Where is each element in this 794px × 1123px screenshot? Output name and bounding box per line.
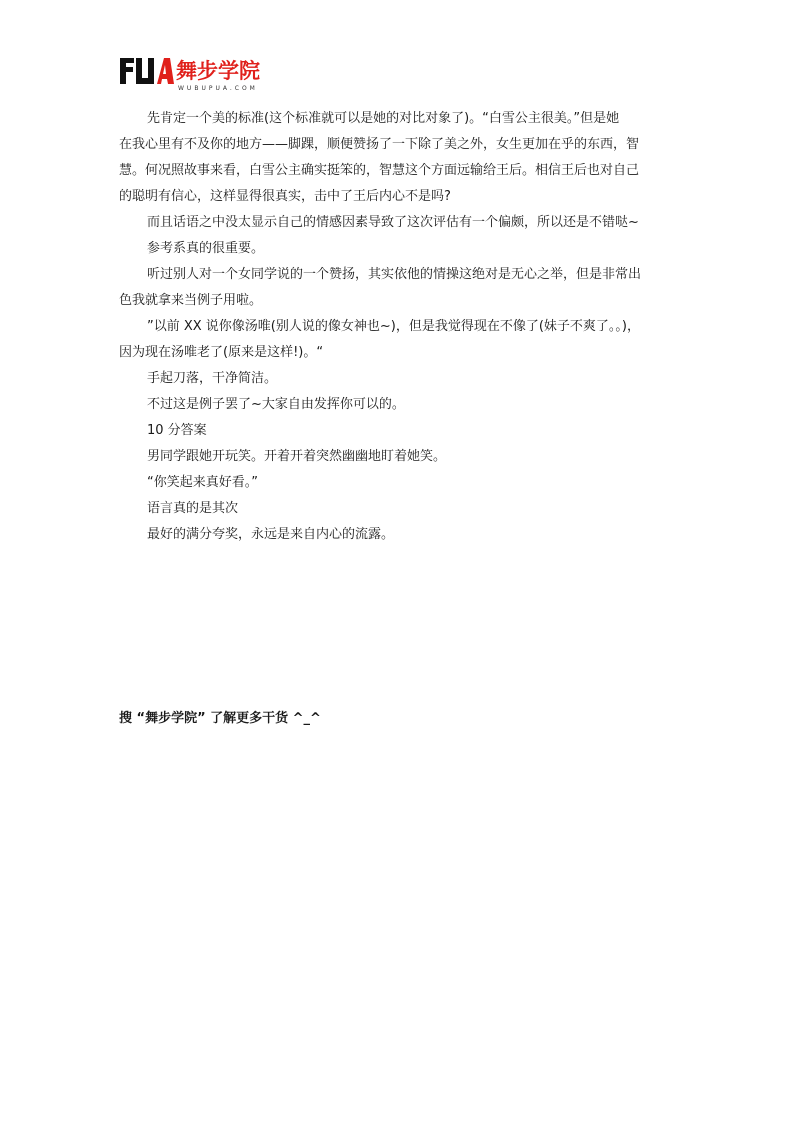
- logo-text: 舞步学院: [176, 59, 260, 83]
- body-line: 不过这是例子罢了~大家自由发挥你可以的。: [147, 397, 405, 412]
- body-line: 而且话语之中没太显示自己的情感因素导致了这次评估有一个偏颇，所以还是不错哒~: [147, 215, 639, 230]
- logo-subtitle: WUBUPUA.COM: [178, 85, 258, 92]
- body-line: 参考系真的很重要。: [147, 241, 265, 256]
- body-line: 男同学跟她开玩笑。开着开着突然幽幽地盯着她笑。: [147, 449, 447, 464]
- body-line: 慧。何况照故事来看，白雪公主确实挺笨的，智慧这个方面远输给王后。相信王后也对自己: [119, 163, 640, 178]
- body-line: 语言真的是其次: [147, 501, 239, 516]
- body-line: “你笑起来真好看。”: [147, 475, 258, 490]
- body-line: 因为现在汤唯老了(原来是这样!)。“: [119, 345, 324, 360]
- body-line: 听过别人对一个女同学说的一个赞扬，其实依他的情操这绝对是无心之举，但是非常出: [147, 267, 642, 282]
- body-line: 先肯定一个美的标准(这个标准就可以是她的对比对象了)。“白雪公主很美。”但是她: [147, 111, 620, 126]
- logo: [120, 56, 265, 96]
- footer-promo: 搜 “舞步学院” 了解更多干货 ^_^: [119, 711, 321, 726]
- body-line: 在我心里有不及你的地方——脚踝，顺便赞扬了一下除了美之外，女生更加在乎的东西，智: [119, 137, 640, 152]
- body-line: ”以前 XX 说你像汤唯(别人说的像女神也~)，但是我觉得现在不像了(妹子不爽了。。)，: [147, 319, 640, 334]
- body-line: 手起刀落，干净简洁。: [147, 371, 278, 386]
- body-line: 10 分答案: [147, 423, 207, 438]
- body-line: 最好的满分夸奖，永远是来自内心的流露。: [147, 527, 395, 542]
- body-line: 色我就拿来当例子用啦。: [119, 293, 263, 308]
- article-body: [119, 106, 679, 548]
- logo-mark-icon: [120, 58, 174, 84]
- body-line: 的聪明有信心，这样显得很真实，击中了王后内心不是吗?: [119, 189, 451, 204]
